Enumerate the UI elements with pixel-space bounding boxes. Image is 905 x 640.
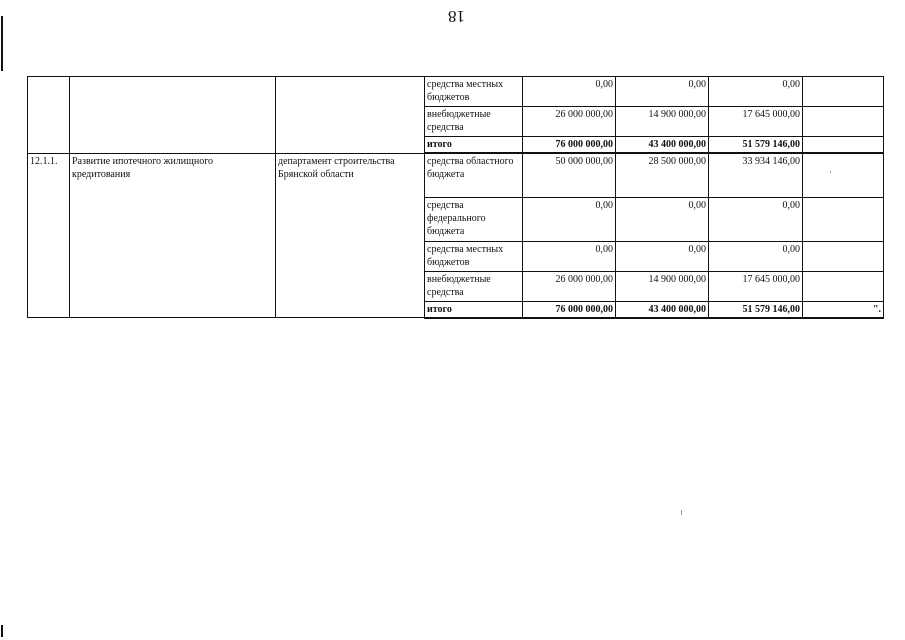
cell-item-name: Развитие ипотечного жилищного кредитования	[70, 153, 276, 318]
cell-value-2: 0,00	[616, 197, 709, 241]
cell-value-2: 14 900 000,00	[616, 107, 709, 137]
cell-source: внебюджетные средства	[425, 271, 523, 301]
cell-value-1: 26 000 000,00	[523, 107, 616, 137]
cell-source: средства местных бюджетов	[425, 241, 523, 271]
cell-value-2: 43 400 000,00	[616, 137, 709, 154]
cell-note	[803, 137, 884, 154]
cell-note	[803, 197, 884, 241]
cell-value-1: 0,00	[523, 241, 616, 271]
cell-value-1: 0,00	[523, 197, 616, 241]
financing-table	[27, 76, 884, 319]
cell-source: итого	[425, 137, 523, 154]
page-number: 18	[448, 7, 465, 26]
cell-value-3: 33 934 146,00	[709, 153, 803, 197]
cell-note	[803, 153, 884, 197]
cell-source: итого	[425, 301, 523, 318]
cell-value-3: 17 645 000,00	[709, 107, 803, 137]
cell-value-2: 43 400 000,00	[616, 301, 709, 318]
scan-speck	[681, 510, 682, 515]
cell-value-2: 28 500 000,00	[616, 153, 709, 197]
cell-value-1: 76 000 000,00	[523, 301, 616, 318]
cell-value-3: 0,00	[709, 197, 803, 241]
cell-value-2: 14 900 000,00	[616, 271, 709, 301]
cell-executor-empty	[276, 77, 425, 154]
cell-item-number: 12.1.1.	[28, 153, 70, 318]
cell-value-1: 76 000 000,00	[523, 137, 616, 154]
table-row	[28, 153, 884, 197]
cell-value-2: 0,00	[616, 77, 709, 107]
cell-value-3: 51 579 146,00	[709, 137, 803, 154]
cell-source: средства федерального бюджета	[425, 197, 523, 241]
cell-source: средства местных бюджетов	[425, 77, 523, 107]
table-row	[28, 77, 884, 107]
cell-value-1: 26 000 000,00	[523, 271, 616, 301]
closing-quote-mark: ".	[872, 303, 881, 315]
cell-value-3: 51 579 146,00	[709, 301, 803, 318]
scan-edge-tick	[1, 625, 3, 637]
cell-source: внебюджетные средства	[425, 107, 523, 137]
cell-value-1: 50 000 000,00	[523, 153, 616, 197]
cell-item-executor: департамент строительства Брянской области	[276, 153, 425, 318]
cell-note	[803, 241, 884, 271]
cell-value-3: 0,00	[709, 241, 803, 271]
cell-note	[803, 107, 884, 137]
cell-note	[803, 77, 884, 107]
cell-number-empty	[28, 77, 70, 154]
cell-value-3: 17 645 000,00	[709, 271, 803, 301]
cell-value-1: 0,00	[523, 77, 616, 107]
cell-value-2: 0,00	[616, 241, 709, 271]
cell-value-3: 0,00	[709, 77, 803, 107]
cell-source: средства областного бюджета	[425, 153, 523, 197]
cell-note	[803, 271, 884, 301]
cell-note	[803, 301, 884, 318]
cell-name-empty	[70, 77, 276, 154]
scan-edge-mark	[1, 16, 3, 71]
